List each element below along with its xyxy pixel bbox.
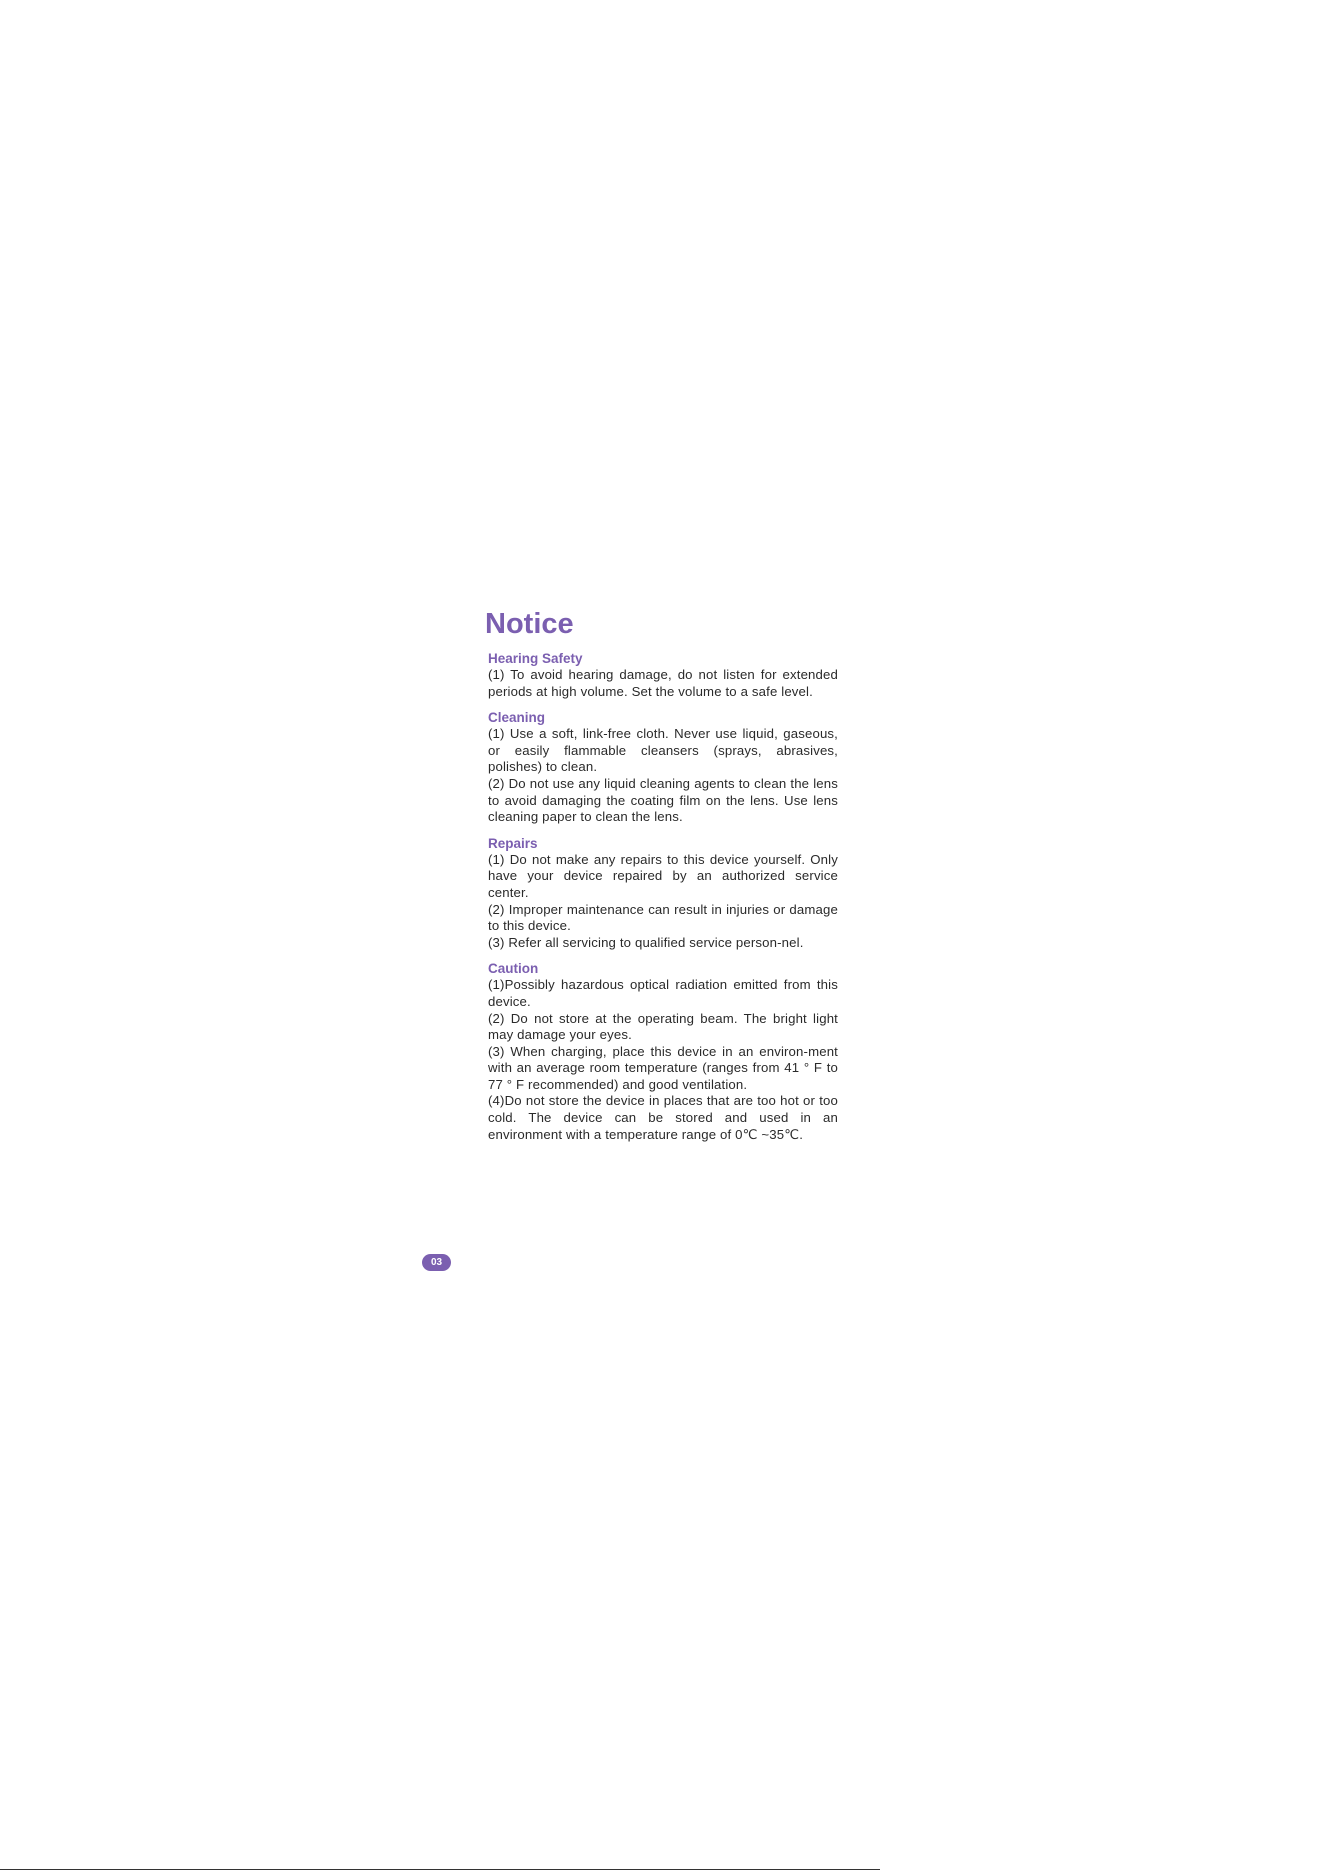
page-number-badge: 03 xyxy=(422,1254,451,1271)
paragraph: (1)Possibly hazardous optical radiation emitted from this device. xyxy=(488,977,838,1009)
section-heading: Cleaning xyxy=(488,710,546,726)
section-heading: Repairs xyxy=(488,835,538,851)
page-title: Notice xyxy=(485,608,574,640)
section-repairs xyxy=(488,835,838,952)
paragraph: (1) Do not make any repairs to this device yourself. Only have your device repaired by an authorized service center. xyxy=(488,851,838,900)
notice-page-content xyxy=(485,608,838,1152)
section-cleaning xyxy=(488,709,838,826)
paragraph: (2) Do not use any liquid cleaning agents to clean the lens to avoid damaging the coating film on the lens. Use lens cleaning paper to clean the lens. xyxy=(488,775,838,825)
paragraph: (4)Do not store the device in places that are too hot or too cold. The device can be stored and used in an environment with a temperature range of 0℃ ~35℃. xyxy=(488,1093,838,1142)
paragraph: (3) Refer all servicing to qualified service person-nel. xyxy=(488,934,804,950)
section-hearing-safety xyxy=(488,650,838,700)
paragraph: (1) Use a soft, link-free cloth. Never use liquid, gaseous, or easily flammable cleansers (sprays, abrasives, polishes) to clean. xyxy=(488,726,838,775)
paragraph: (2) Do not store at the operating beam. The bright light may damage your eyes. xyxy=(488,1010,838,1043)
paragraph: (1) To avoid hearing damage, do not listen for extended periods at high volume. Set the volume to a safe level. xyxy=(488,667,838,699)
paragraph: (3) When charging, place this device in an environ-ment with an average room temperature (ranges from 41 ° F to 77 ° F recommended) and good ventilation. xyxy=(488,1043,838,1092)
bottom-rule xyxy=(0,1869,880,1870)
section-heading: Hearing Safety xyxy=(488,651,583,666)
section-caution xyxy=(488,960,838,1143)
section-heading: Caution xyxy=(488,961,539,977)
paragraph: (2) Improper maintenance can result in injuries or damage to this device. xyxy=(488,901,838,934)
